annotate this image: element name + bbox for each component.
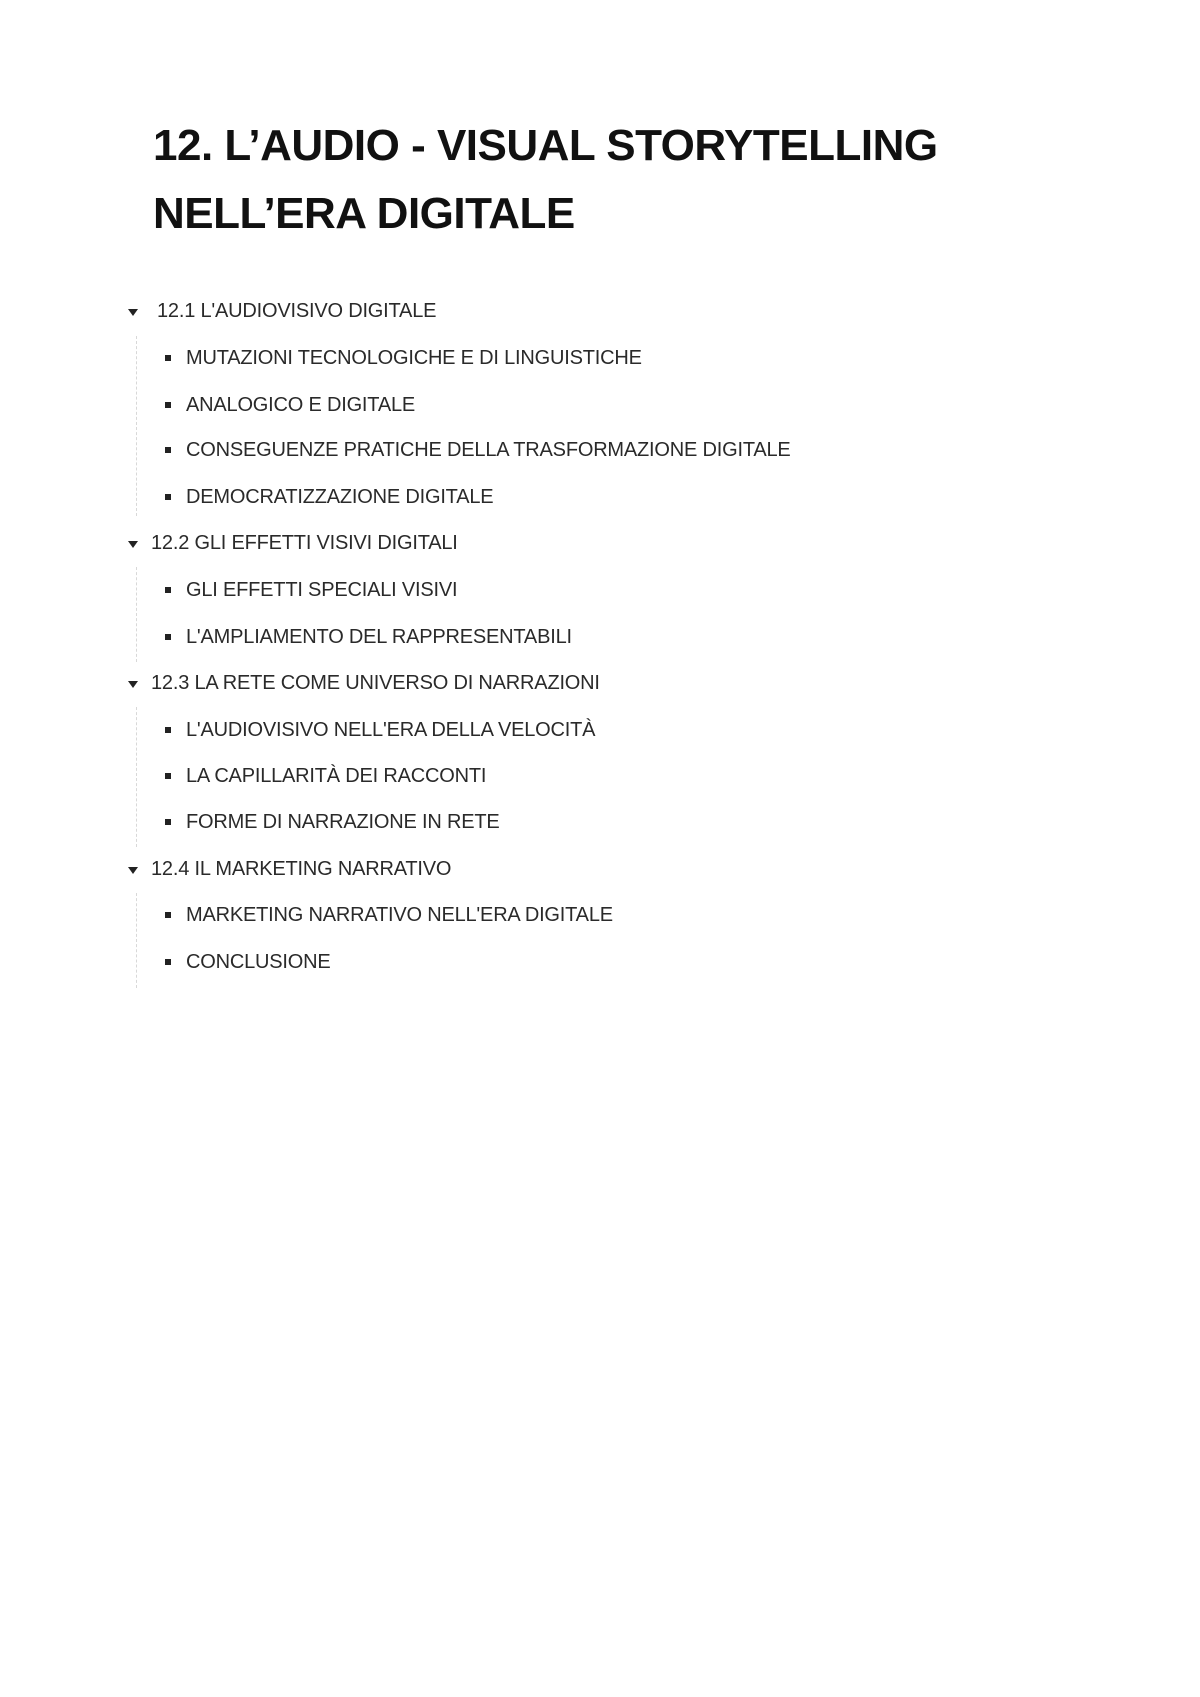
square-bullet-icon bbox=[165, 912, 171, 918]
toc-section-12-1[interactable] bbox=[128, 296, 436, 326]
toc-item bbox=[165, 435, 791, 465]
toc-item-label: DEMOCRATIZZAZIONE DIGITALE bbox=[186, 485, 494, 508]
caret-down-icon[interactable] bbox=[128, 681, 138, 688]
toc-section-label: 12.1 L'AUDIOVISIVO DIGITALE bbox=[157, 299, 437, 322]
toc-item bbox=[165, 622, 572, 652]
toc-item-label: FORME DI NARRAZIONE IN RETE bbox=[186, 810, 500, 833]
toc-item-label: ANALOGICO E DIGITALE bbox=[186, 393, 416, 416]
caret-down-icon[interactable] bbox=[128, 867, 138, 874]
toc-section-label: 12.2 GLI EFFETTI VISIVI DIGITALI bbox=[151, 531, 458, 554]
square-bullet-icon bbox=[165, 773, 171, 779]
toc-item-label: LA CAPILLARITÀ DEI RACCONTI bbox=[186, 764, 487, 787]
toc-item-label: CONSEGUENZE PRATICHE DELLA TRASFORMAZIONE DIGITALE bbox=[186, 438, 791, 461]
page-title-line-1: 12. L’AUDIO - VISUAL STORYTELLING bbox=[153, 121, 938, 170]
square-bullet-icon bbox=[165, 727, 171, 733]
page-title bbox=[153, 112, 1053, 248]
toc-item-label: CONCLUSIONE bbox=[186, 950, 331, 973]
toc-item-label: MARKETING NARRATIVO NELL'ERA DIGITALE bbox=[186, 903, 613, 926]
toc-item bbox=[165, 715, 595, 745]
toc-section-label: 12.3 LA RETE COME UNIVERSO DI NARRAZIONI bbox=[151, 671, 600, 694]
toc-section-12-3[interactable] bbox=[128, 668, 600, 698]
toc-item bbox=[165, 900, 613, 930]
square-bullet-icon bbox=[165, 447, 171, 453]
square-bullet-icon bbox=[165, 355, 171, 361]
toc-item bbox=[165, 482, 493, 512]
square-bullet-icon bbox=[165, 634, 171, 640]
caret-down-icon[interactable] bbox=[128, 541, 138, 548]
square-bullet-icon bbox=[165, 959, 171, 965]
toggle-guide-line bbox=[136, 707, 137, 847]
page-title-line-2: NELL’ERA DIGITALE bbox=[153, 189, 575, 238]
toc-item-label: MUTAZIONI TECNOLOGICHE E DI LINGUISTICHE bbox=[186, 346, 642, 369]
toc-item bbox=[165, 947, 331, 977]
toc-item-label: L'AMPLIAMENTO DEL RAPPRESENTABILI bbox=[186, 625, 572, 648]
toggle-guide-line bbox=[136, 567, 137, 662]
toc-item bbox=[165, 575, 457, 605]
toc-item-label: L'AUDIOVISIVO NELL'ERA DELLA VELOCITÀ bbox=[186, 718, 596, 741]
square-bullet-icon bbox=[165, 402, 171, 408]
square-bullet-icon bbox=[165, 494, 171, 500]
caret-down-icon[interactable] bbox=[128, 309, 138, 316]
toc-section-label: 12.4 IL MARKETING NARRATIVO bbox=[151, 857, 452, 880]
toc-section-12-4[interactable] bbox=[128, 854, 451, 884]
toc-item bbox=[165, 343, 642, 373]
square-bullet-icon bbox=[165, 819, 171, 825]
toc-item bbox=[165, 761, 486, 791]
toggle-guide-line bbox=[136, 336, 137, 516]
square-bullet-icon bbox=[165, 587, 171, 593]
toc-section-12-2[interactable] bbox=[128, 528, 458, 558]
toc-item bbox=[165, 390, 415, 420]
toc-item-label: GLI EFFETTI SPECIALI VISIVI bbox=[186, 578, 458, 601]
toggle-guide-line bbox=[136, 893, 137, 988]
toc-item bbox=[165, 807, 500, 837]
